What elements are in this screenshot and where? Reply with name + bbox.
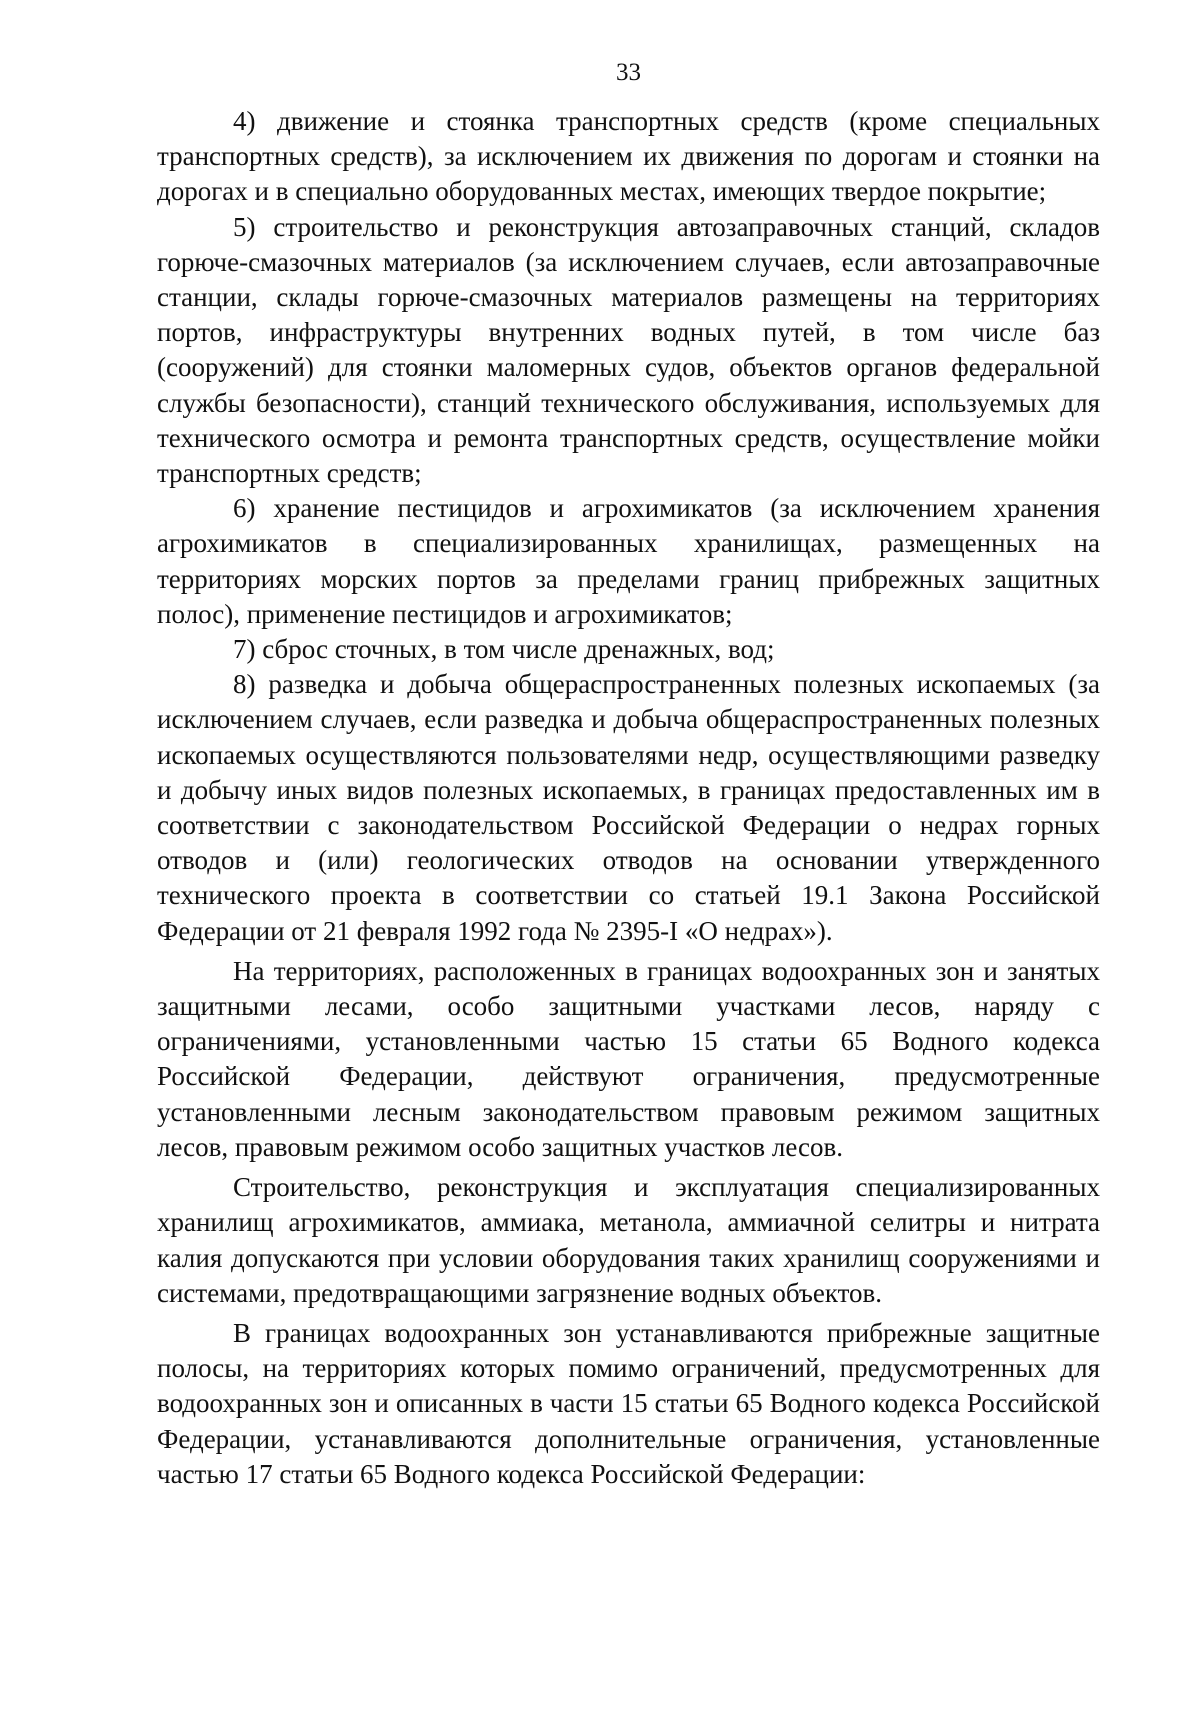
- paragraph-protective-forests: На территориях, расположенных в границах водоохранных зон и занятых защитными лесами, особо защитными участками лесов, наряду с ограничениями, установленными частью 15 статьи 65 Водного кодекса Российской Федерации, действуют ограничения, предусмотренные установленными лесным законодательством правовым режимом защитных лесов, правовым режимом особо защитных участков лесов.: [157, 955, 1100, 1162]
- paragraph-item-6: 6) хранение пестицидов и агрохимикатов (за исключением хранения агрохимикатов в специализированных хранилищах, размещенных на территориях морских портов за пределами границ прибрежных защитных полос), применение пестицидов и агрохимикатов;: [157, 493, 1100, 629]
- paragraph-storage-facilities: Строительство, реконструкция и эксплуатация специализированных хранилищ агрохимикатов, аммиака, метанола, аммиачной селитры и нитрата калия допускаются при условии оборудования таких хранилищ сооружениями и системами, предотвращающими загрязнение водных объектов.: [157, 1172, 1100, 1308]
- paragraph-item-4: 4) движение и стоянка транспортных средств (кроме специальных транспортных средств), за исключением их движения по дорогам и стоянки на дорогах и в специально оборудованных местах, имеющих твердое покрытие;: [157, 106, 1100, 207]
- paragraph-item-5: 5) строительство и реконструкция автозаправочных станций, складов горюче-смазочных материалов (за исключением случаев, если автозаправочные станции, склады горюче-смазочных материалов размещены на территориях портов, инфраструктуры внутренних водных путей, в том числе баз (сооружений) для стоянки маломерных судов, объектов органов федеральной службы безопасности), станций технического обслуживания, используемых для технического осмотра и ремонта транспортных средств, осуществление мойки транспортных средств;: [157, 211, 1100, 489]
- page-number: 33: [616, 59, 641, 86]
- paragraph-item-8: 8) разведка и добыча общераспространенных полезных ископаемых (за исключением случаев, если разведка и добыча общераспространенных полезных ископаемых осуществляются пользователями недр, осуществляющими разведку и добычу иных видов полезных ископаемых, в границах предоставленных им в соответствии с законодательством Российской Федерации о недрах горных отводов и (или) геологических отводов на основании утвержденного технического проекта в соответствии со статьей 19.1 Закона Российской Федерации от 21 февраля 1992 года № 2395-I «О недрах»).: [157, 669, 1100, 946]
- document-body: [157, 104, 1100, 1492]
- paragraph-item-7: 7) сброс сточных, в том числе дренажных, вод;: [233, 634, 775, 665]
- paragraph-coastal-strips: В границах водоохранных зон устанавливаются прибрежные защитные полосы, на территориях которых помимо ограничений, предусмотренных для водоохранных зон и описанных в части 15 статьи 65 Водного кодекса Российской Федерации, устанавливаются дополнительные ограничения, установленные частью 17 статьи 65 Водного кодекса Российской Федерации:: [157, 1317, 1100, 1489]
